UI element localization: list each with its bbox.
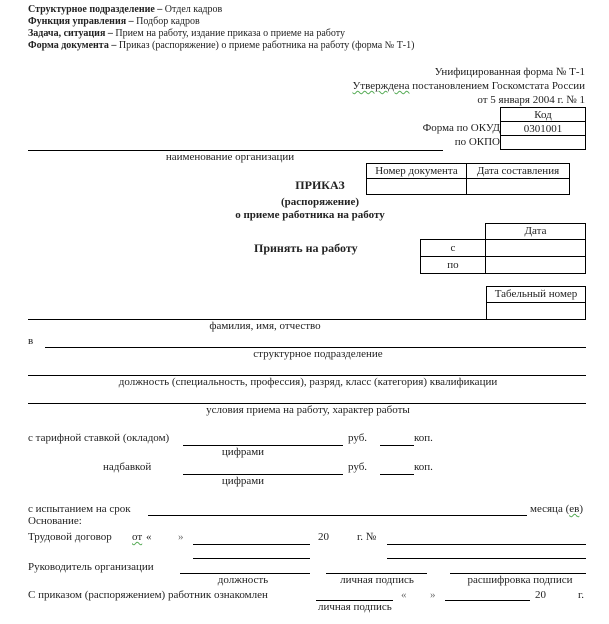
position-caption: должность (специальность, профессия), разряд, класс (категория) квалификации	[118, 376, 498, 388]
ack-label: С приказом (распоряжением) работник ознакомлен	[28, 589, 268, 601]
probation-field[interactable]	[148, 515, 527, 516]
ack-quote-open: «	[401, 589, 407, 601]
org-name-caption: наименование организации	[165, 151, 295, 163]
doc-number-header: Номер документа	[366, 163, 467, 179]
approved-word: Утверждена	[352, 80, 410, 92]
header-value: Приказ (распоряжение) о приеме работника на работу (форма № Т-1)	[116, 40, 415, 51]
rate-digits-caption: цифрами	[221, 446, 265, 458]
probation-label: с испытанием на срок	[28, 503, 131, 515]
approval-date: от 5 января 2004 г. № 1	[477, 94, 585, 106]
probation-unit	[530, 503, 583, 515]
basis-label: Основание:	[28, 515, 82, 527]
head-decoding-caption: расшифровка подписи	[467, 574, 573, 586]
bonus-rub-label: руб.	[348, 461, 368, 473]
date-to-label: по	[420, 256, 486, 274]
date-from-label: с	[420, 239, 486, 257]
date-header: Дата	[485, 223, 586, 240]
rate-kop-label: коп.	[414, 432, 433, 444]
okpo-label: по ОКПО	[454, 136, 500, 148]
okud-label: Форма по ОКУД	[422, 122, 500, 134]
date-to-field[interactable]	[485, 256, 586, 274]
probation-unit-a: месяца (	[530, 503, 570, 515]
approved-rest: постановлением Госкомстата России	[409, 80, 585, 92]
contract-label: Трудовой договор	[28, 531, 112, 543]
header-value: Прием на работу, издание приказа о приеме на работу	[112, 28, 345, 39]
header-line-function	[28, 16, 200, 28]
doc-date-field[interactable]	[466, 178, 570, 195]
basis-extra-field-2[interactable]	[387, 558, 586, 559]
ack-year-suffix: г.	[578, 589, 585, 601]
contract-quote-open: «	[146, 531, 152, 543]
rate-label: с тарифной ставкой (окладом)	[28, 432, 170, 444]
bonus-kop-label: коп.	[414, 461, 433, 473]
head-position-caption: должность	[217, 574, 269, 586]
conditions-caption: условия приема на работу, характер работы	[206, 404, 410, 416]
fio-caption: фамилия, имя, отчество	[209, 320, 321, 332]
contract-quote-close: »	[178, 531, 184, 543]
unified-form-label: Унифицированная форма № Т-1	[434, 66, 585, 78]
ack-year: 20	[535, 589, 546, 601]
date-from-field[interactable]	[485, 239, 586, 257]
unit-caption: структурное подразделение	[253, 348, 383, 360]
head-signature-caption: личная подпись	[340, 574, 414, 586]
okud-value[interactable]: 0301001	[500, 121, 586, 136]
tab-number-field[interactable]	[486, 302, 586, 320]
contract-year: 20	[318, 531, 329, 543]
header-label: Структурное подразделение –	[28, 4, 163, 15]
code-header: Код	[500, 107, 586, 122]
order-title: ПРИКАЗ	[295, 178, 345, 192]
rate-kop-field[interactable]	[380, 445, 414, 446]
bonus-label: надбавкой	[103, 461, 152, 473]
tab-number-header: Табельный номер	[486, 286, 586, 303]
header-line-task	[28, 28, 345, 40]
bonus-kop-field[interactable]	[380, 474, 414, 475]
header-line-form	[28, 40, 414, 52]
okpo-value[interactable]	[500, 135, 586, 150]
contract-month-field[interactable]	[193, 544, 310, 545]
ack-signature-caption: личная подпись	[318, 601, 392, 613]
order-subtitle: (распоряжение)	[280, 196, 359, 208]
header-line-unit	[28, 4, 222, 16]
contract-number-label: г. №	[357, 531, 377, 543]
hire-label: Принять на работу	[254, 241, 358, 255]
contract-number-field[interactable]	[387, 544, 586, 545]
header-label: Задача, ситуация –	[28, 28, 113, 39]
order-subject: о приеме работника на работу	[235, 209, 385, 221]
ack-month-field[interactable]	[445, 600, 530, 601]
probation-unit-b: ев	[569, 503, 580, 515]
basis-extra-field-1[interactable]	[193, 558, 310, 559]
doc-date-header: Дата составления	[466, 163, 570, 179]
header-value: Подбор кадров	[133, 16, 200, 27]
contract-from: от	[132, 531, 143, 543]
bonus-digits-caption: цифрами	[221, 475, 265, 487]
ack-quote-close: »	[430, 589, 436, 601]
header-label: Функция управления –	[28, 16, 134, 27]
head-label: Руководитель организации	[28, 561, 154, 573]
header-label: Форма документа –	[28, 40, 117, 51]
header-value: Отдел кадров	[162, 4, 223, 15]
approved-label	[353, 80, 586, 92]
probation-unit-c: )	[579, 503, 583, 515]
in-label: в	[28, 335, 34, 347]
rate-rub-label: руб.	[348, 432, 368, 444]
